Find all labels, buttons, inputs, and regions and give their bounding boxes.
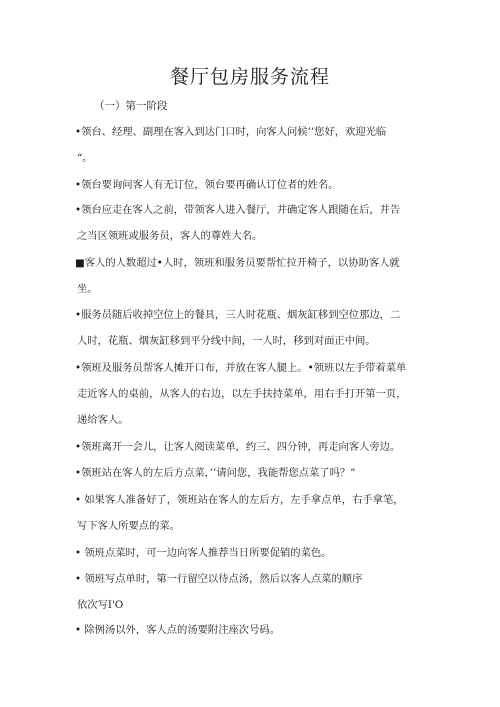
paragraph: [75, 119, 435, 171]
paragraph-line: 写下客人所要点的菜。: [77, 520, 180, 532]
paragraph-line: •领台、经理、副理在客入到达门口时，向客人问候’’您好，欢迎光临: [75, 126, 387, 138]
section-heading: （一）第一阶段: [94, 100, 168, 112]
document-title: 餐厅包房服务流程: [169, 66, 330, 88]
paragraph: [75, 460, 435, 486]
paragraph-line: • 领班点菜时，可一边向客人推荐当日所要促销的菜色。: [75, 547, 332, 559]
paragraph-line: •领班站在客人的左后方点菜，’’请问您，我能帮您点菜了吗？”: [75, 467, 356, 479]
paragraph-line: • 领班写点单时，第一行留空以待点汤，然后以客人点菜的顺序: [75, 573, 363, 585]
paragraph: [75, 487, 435, 539]
paragraph-line: 人时，花瓶、烟灰缸移到平分线中间，一人时，移到对面正中间。: [77, 335, 376, 347]
paragraph: [75, 434, 435, 460]
paragraph-line: •领班离开一会儿，让客人阅读菜单，约三、四分钟，再走向客人旁边。: [75, 441, 401, 453]
paragraph: [75, 302, 435, 354]
paragraph: [75, 617, 435, 643]
paragraph-line: 依次写I'O: [77, 599, 124, 611]
paragraph: [75, 197, 435, 249]
paragraph-line: • 如果客人准备好了，领班站在客人的左后方，左手拿点单，右手拿笔，: [75, 494, 404, 506]
paragraph-line: 之当区领班或服务员，客人的尊姓大名。: [77, 230, 263, 242]
paragraph: [75, 355, 435, 433]
paragraph: [75, 172, 435, 198]
paragraph-line: •领台应走在客人之前，带领客人进入餐厅，并确定客人跟随在后，并告: [75, 204, 401, 216]
paragraph: [75, 540, 435, 566]
paragraph-line: •领台要询问客人有无订位，领台要再确认订位者的姓名。: [75, 179, 339, 191]
paragraph-line: 坐。: [77, 283, 98, 295]
paragraph-line: • 除例汤以外，客人点的汤要附注座次号码。: [75, 624, 280, 636]
paragraph-line: “。: [77, 152, 93, 164]
paragraph-line: 走近客人的桌前，从客人的右边，以左手扶持菜单，用右手打开第一页，: [77, 388, 407, 400]
paragraph: [75, 250, 435, 302]
paragraph-line: ■客人的人数超过•人时，领班和服务员要帮忙拉开椅子，以协助客人就: [75, 257, 400, 269]
paragraph-line: •服务员随后收掉空位上的餐具，三人时花瓶、烟灰缸移到空位那边，二: [75, 309, 401, 321]
paragraph-line: •领班及服务员帮客人摊开口布，并放在客人腿上。•领班以左手带着菜单: [75, 362, 407, 374]
paragraph-line: 递给客人。: [77, 414, 129, 426]
paragraph: [75, 566, 435, 618]
